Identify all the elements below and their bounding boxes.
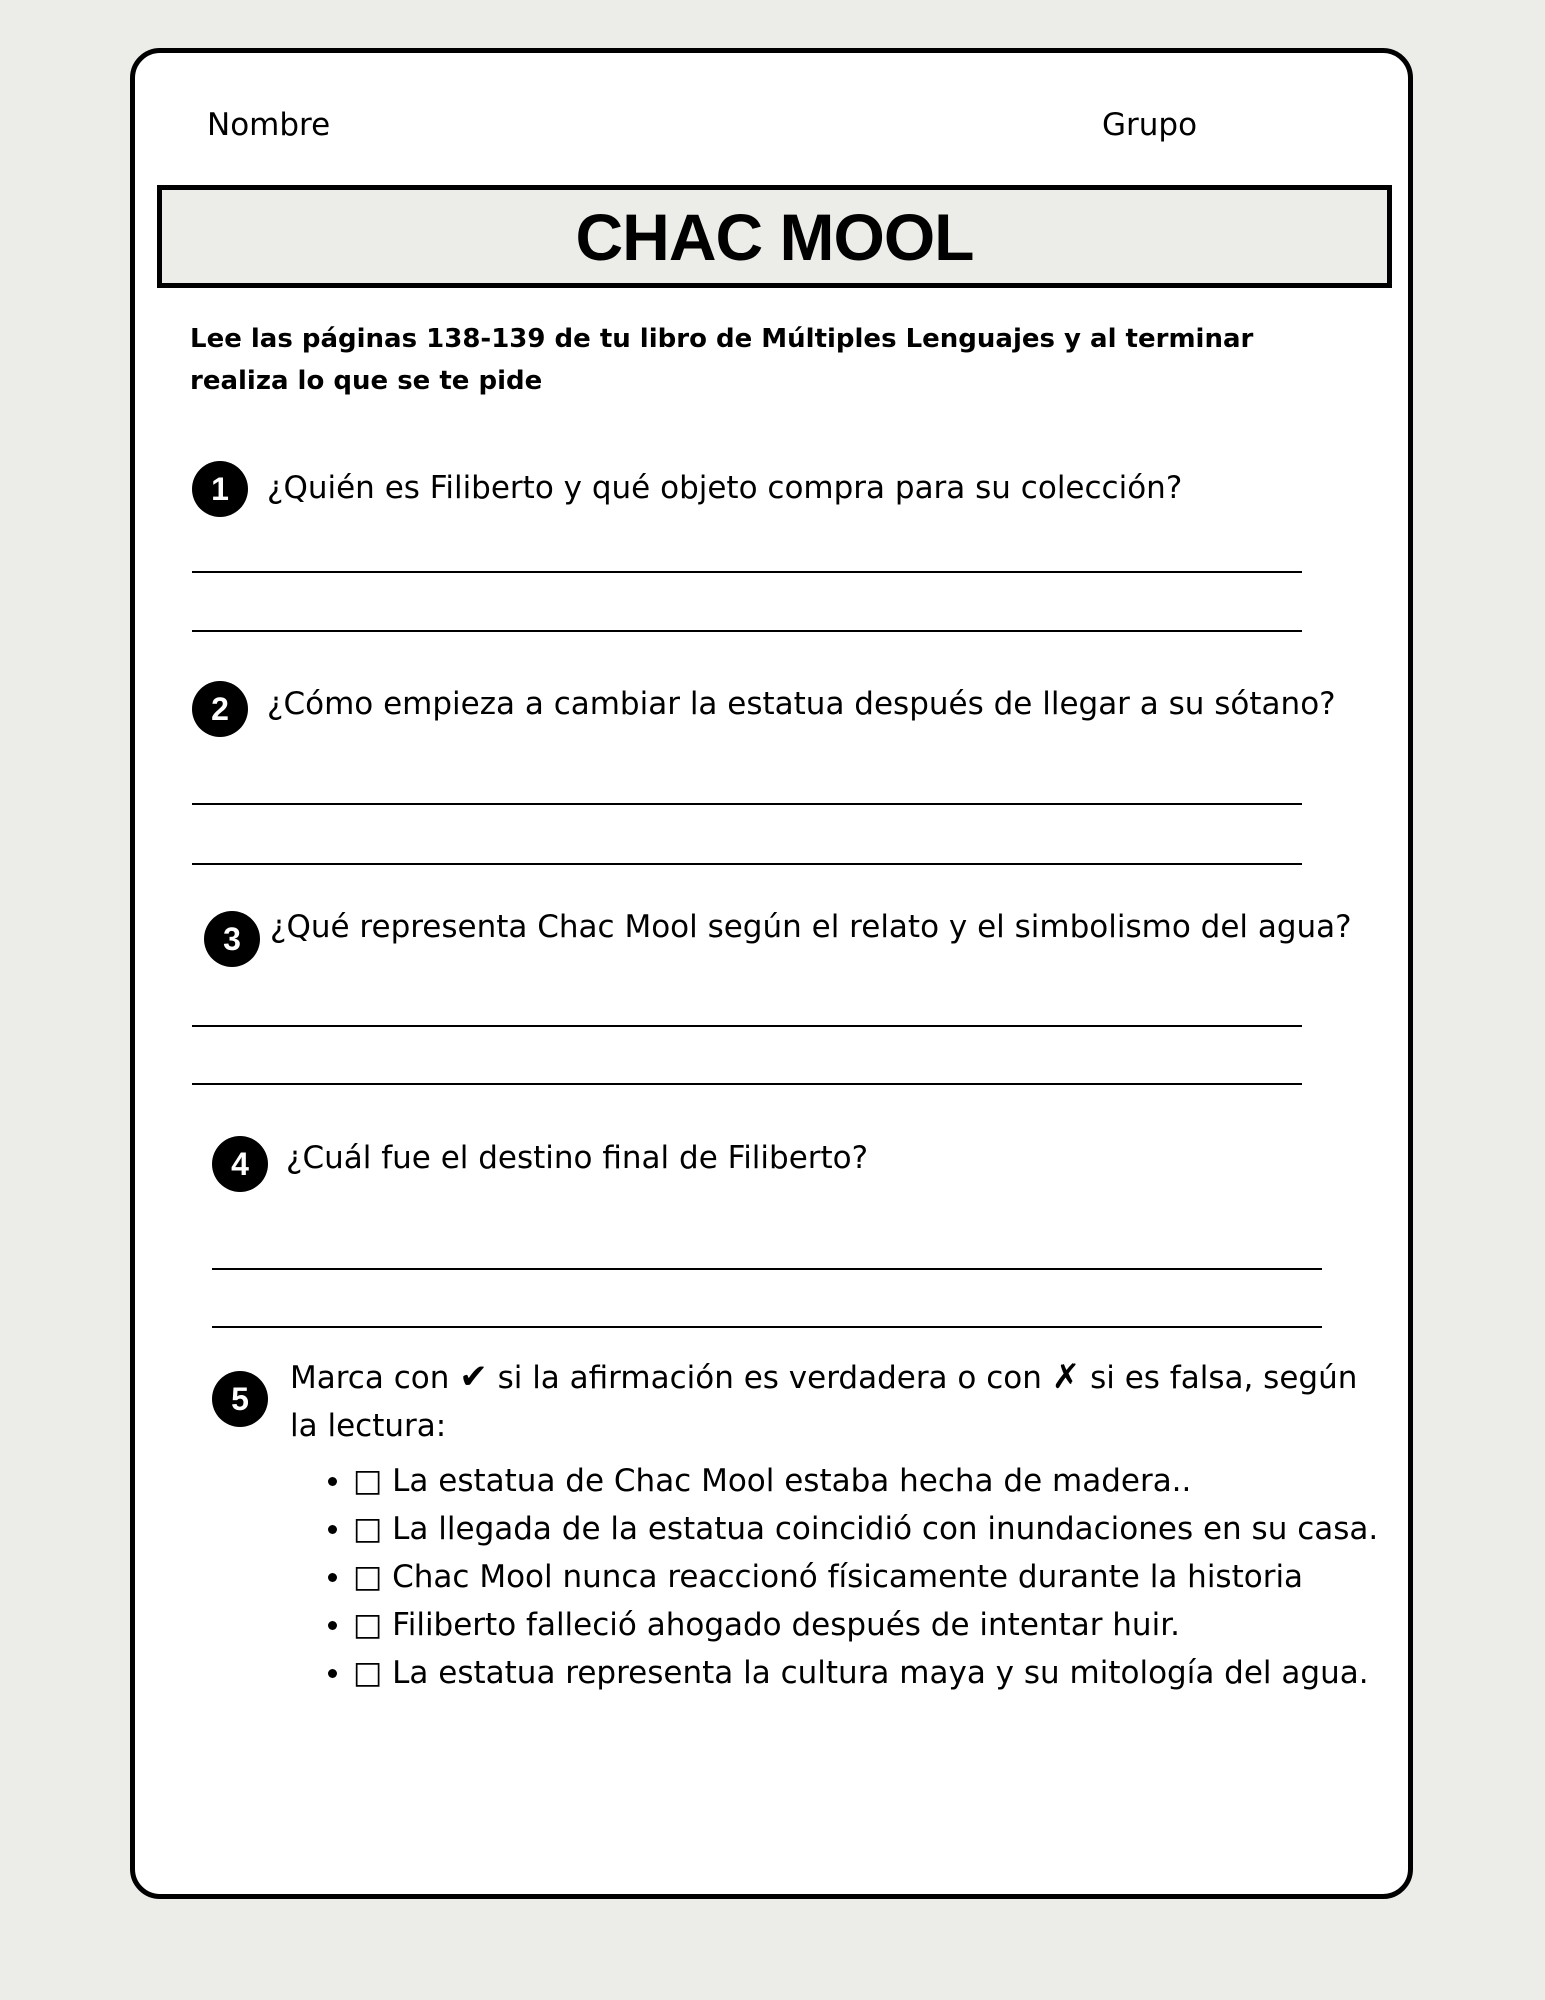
answer-line[interactable]	[192, 571, 1302, 573]
answer-line[interactable]	[192, 1083, 1302, 1085]
group-label: Grupo	[1102, 107, 1198, 143]
answer-line[interactable]	[192, 863, 1302, 865]
answer-line[interactable]	[212, 1326, 1322, 1328]
statement-item[interactable]: • □ La estatua representa la cultura maya y su mitología del agua.	[353, 1649, 1383, 1697]
answer-line[interactable]	[192, 630, 1302, 632]
statement-item[interactable]: • □ Filiberto falleció ahogado después de intentar huir.	[353, 1601, 1383, 1649]
statement-item[interactable]: • □ Chac Mool nunca reaccionó físicamente durante la historia	[353, 1553, 1383, 1601]
question-text	[290, 1353, 1380, 1450]
question-text: ¿Cómo empieza a cambiar la estatua después de llegar a su sótano?	[267, 686, 1336, 722]
question-text: ¿Cuál fue el destino final de Filiberto?	[286, 1140, 869, 1176]
answer-line[interactable]	[212, 1268, 1322, 1270]
statement-item[interactable]: • □ La llegada de la estatua coincidió con inundaciones en su casa.	[353, 1505, 1383, 1553]
page-title: CHAC MOOL	[575, 199, 974, 274]
question-number-badge: 4	[212, 1136, 268, 1192]
check-mark-icon: ✔	[459, 1357, 488, 1397]
question-text-part: si la afirmación es verdadera o con	[487, 1360, 1052, 1396]
statement-item[interactable]: • □ La estatua de Chac Mool estaba hecha de madera..	[353, 1457, 1383, 1505]
cross-mark-icon: ✗	[1051, 1357, 1081, 1397]
question-number-badge: 3	[204, 911, 260, 967]
question-text-part: Marca con	[290, 1360, 460, 1396]
name-label: Nombre	[207, 107, 331, 143]
worksheet	[130, 48, 1413, 1899]
question-text: ¿Quién es Filiberto y qué objeto compra para su colección?	[267, 470, 1183, 506]
question-number-badge: 1	[192, 461, 248, 517]
question-text-part: si es falsa, según la lectura:	[290, 1360, 1358, 1444]
statement-list	[293, 1457, 1383, 1697]
instructions: Lee las páginas 138-139 de tu libro de Múltiples Lenguajes y al terminar realiza lo que se te pide	[190, 324, 1254, 396]
question-number-badge: 2	[192, 681, 248, 737]
question-text: ¿Qué representa Chac Mool según el relato y el simbolismo del agua?	[270, 909, 1352, 945]
question-number-badge: 5	[212, 1371, 268, 1427]
answer-line[interactable]	[192, 803, 1302, 805]
title-banner	[157, 185, 1392, 288]
answer-line[interactable]	[192, 1025, 1302, 1027]
